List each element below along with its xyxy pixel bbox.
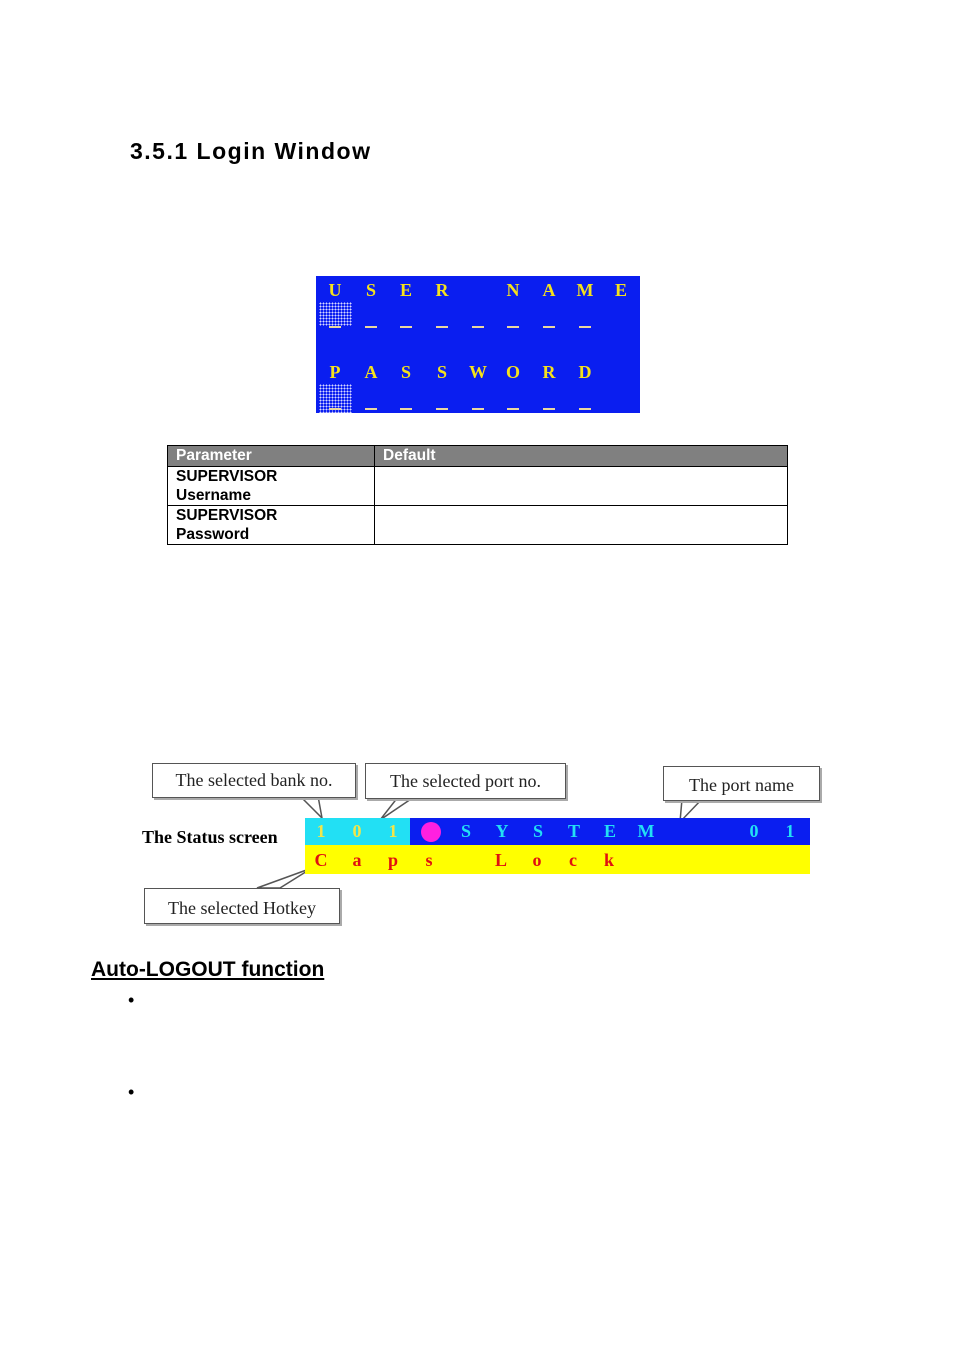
password-char: S [436, 362, 447, 382]
port-name-char: T [567, 821, 580, 841]
password-char: R [542, 362, 556, 382]
hotkey-char: a [352, 850, 362, 870]
user-name-char: S [365, 280, 376, 300]
hotkey-char: c [569, 850, 577, 870]
hotkey-char: s [425, 850, 433, 870]
port-name-char: Y [495, 821, 509, 841]
parameter-line: SUPERVISOR [176, 507, 278, 524]
port-number-digit: 0 [749, 821, 759, 841]
parameter-line: Username [176, 487, 251, 504]
column-header: Default [375, 446, 788, 467]
user-name-char: M [576, 280, 594, 300]
hotkey-char: o [532, 850, 542, 870]
parameter-line: Password [176, 526, 250, 543]
bank-digit: 1 [316, 821, 326, 841]
port-name-char: E [603, 821, 616, 841]
column-header: Parameter [168, 446, 375, 467]
callout-port: The selected port no. [365, 763, 566, 799]
password-char: O [505, 362, 520, 382]
status-screen-label: The Status screen [142, 827, 278, 847]
password-char: D [578, 362, 592, 382]
user-name-char: U [328, 280, 342, 300]
status-indicator-icon [421, 822, 441, 842]
callout-bank: The selected bank no. [152, 763, 356, 798]
section-heading: 3.5.1 Login Window [130, 138, 372, 164]
password-char: A [364, 362, 378, 382]
hotkey-char: k [603, 850, 614, 870]
user-name-char: A [542, 280, 556, 300]
port-name-char: S [460, 821, 471, 841]
password-char: W [469, 362, 487, 382]
port-name-char: M [637, 821, 655, 841]
user-name-char: R [435, 280, 449, 300]
user-name-char: N [506, 280, 520, 300]
bullet-point: • [128, 1082, 135, 1102]
port-name-char: S [532, 821, 543, 841]
hotkey-char: C [314, 850, 328, 870]
user-name-char: E [614, 280, 627, 300]
hotkey-char: p [387, 850, 398, 870]
bullet-point: • [128, 990, 135, 1010]
callout-hotkey: The selected Hotkey [144, 888, 340, 924]
password-char: P [329, 362, 341, 382]
user-name-char: E [399, 280, 412, 300]
parameter-line: SUPERVISOR [176, 468, 278, 485]
hotkey-char: L [494, 850, 507, 870]
port-number-digit: 1 [785, 821, 795, 841]
port-digit: 0 [352, 821, 362, 841]
port-digit: 1 [388, 821, 398, 841]
callout-port-name: The port name [663, 766, 820, 801]
auto-logout-heading: Auto-LOGOUT function [91, 958, 325, 981]
password-char: S [400, 362, 411, 382]
